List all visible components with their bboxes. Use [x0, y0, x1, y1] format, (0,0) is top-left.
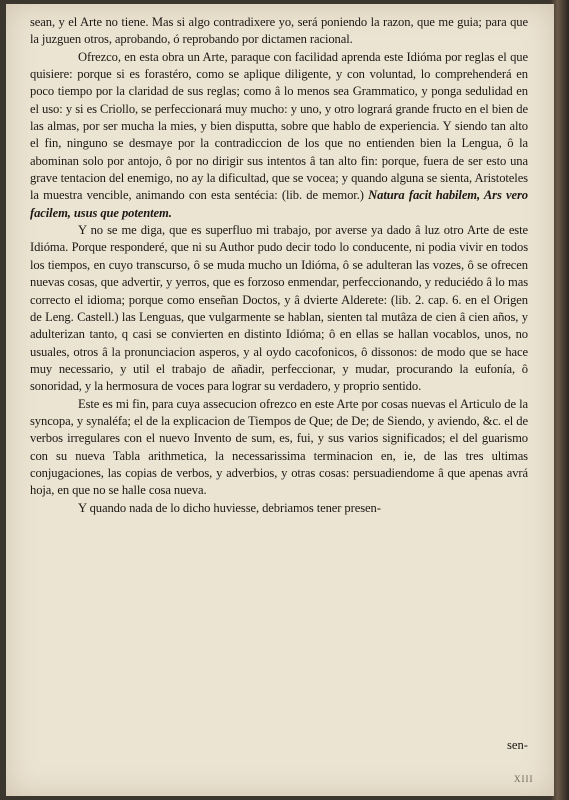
- paragraph-2: [30, 49, 528, 222]
- paragraph-5: Y quando nada de lo dicho huviesse, debriamos tener presen-: [78, 500, 381, 515]
- paragraph-3: Y no se me diga, que es superfluo mi trabajo, por averse ya dado â luz otro Arte de este Idióma. Porque responderé, que ni su Author pudo decir todo lo conducente, ni podia vivir en todos los tiempos, en cuyo transcurso, ô se muda mucho un Idióma, ô se adulteran las vozes, ô se ofrecen nuevas cosas, que advertir, y yerros, que es forzoso enmendar, perfeccionando, y reduciédo â lo mas correcto el idioma; porque como enseñan Doctos, y â dvierte Alderete: (lib. 2. cap. 6. en el Origen de Leng. Castell.) las Lenguas, que vulgarmente se hablan, sienten tal mutâza de cien â cien años, y adulterizan tanto, q casi se convierten en distinto Idióma; ô en ellas se hallan vocablos, unos, no usuales, otros â la pronunciacion asperos, y al oydo cacofonicos, ô dissonos: de modo que se hace muy necessario, y util el trabajo de añadir, perfeccionar, y mudar, procurando la eufonía, ô sonoridad, y la hermosura de voces para lograr su verdadero, y proprio sentido.: [30, 223, 528, 394]
- latin-quote: Natura facit habilem, Ars vero facilem, usus que potentem.: [30, 188, 528, 220]
- book-page: [6, 4, 554, 796]
- paragraph-4: Este es mi fin, para cuya assecucion ofrezco en este Arte por cosas nuevas el Articulo de la syncopa, y synaléfa; el de la explicacion de Tiempos de Que; de De; de Siendo, y aviendo, &c. el de verbos irregulares con el nuevo Invento de sum, es, fui, y sus varios significados; el del guarismo con su nueva Tabla arithmetica, la necessarissima terminacion en, ie, de las tres ultimas conjugaciones, las copias de verbos, y adverbios, y otras cosas: persuadiendome â que apenas avrá hoja, en que no se halle cosa nueva.: [30, 396, 528, 498]
- page-text: [30, 14, 528, 517]
- paragraph-2-text: Ofrezco, en esta obra un Arte, paraque con facilidad aprenda este Idióma por reglas el que quisiere: porque si es forastéro, como se aplique diligente, y con voluntad, lo comprehenderá en poco tiempo por la claridad de sus reglas; como â lo menos sea Grammatico, y ponga sedulidad en el uso: y si es Criollo, se perfeccionará muy mucho: y uno, y otro logrará grande fructo en el bien de las almas, por ser mucha la mies, y bien disputta, sobre que hablo de experiencia. Y siendo tan alto el fin, ninguno se desmaye por la contradiccion de los que no entienden bien la Lengua, ô la abominan solo por antojo, ô por no dirigir sus intentos â tan alto fin: porque, fuera de ser esto una grave tentacion del enemigo, no ay la dificultad, que se vocea; y quando alguna se sienta, Aristoteles la muestra vencible, animando con esta sentécia: (lib. de memor.): [30, 49, 528, 203]
- catchword: sen-: [507, 738, 528, 752]
- paragraph-1: sean, y el Arte no tiene. Mas si algo contradixere yo, será poniendo la razon, que me guia; para que la juzguen otros, aprobando, ó reprobando por dictamen racional.: [30, 15, 528, 47]
- signature-mark: XIII: [514, 774, 534, 784]
